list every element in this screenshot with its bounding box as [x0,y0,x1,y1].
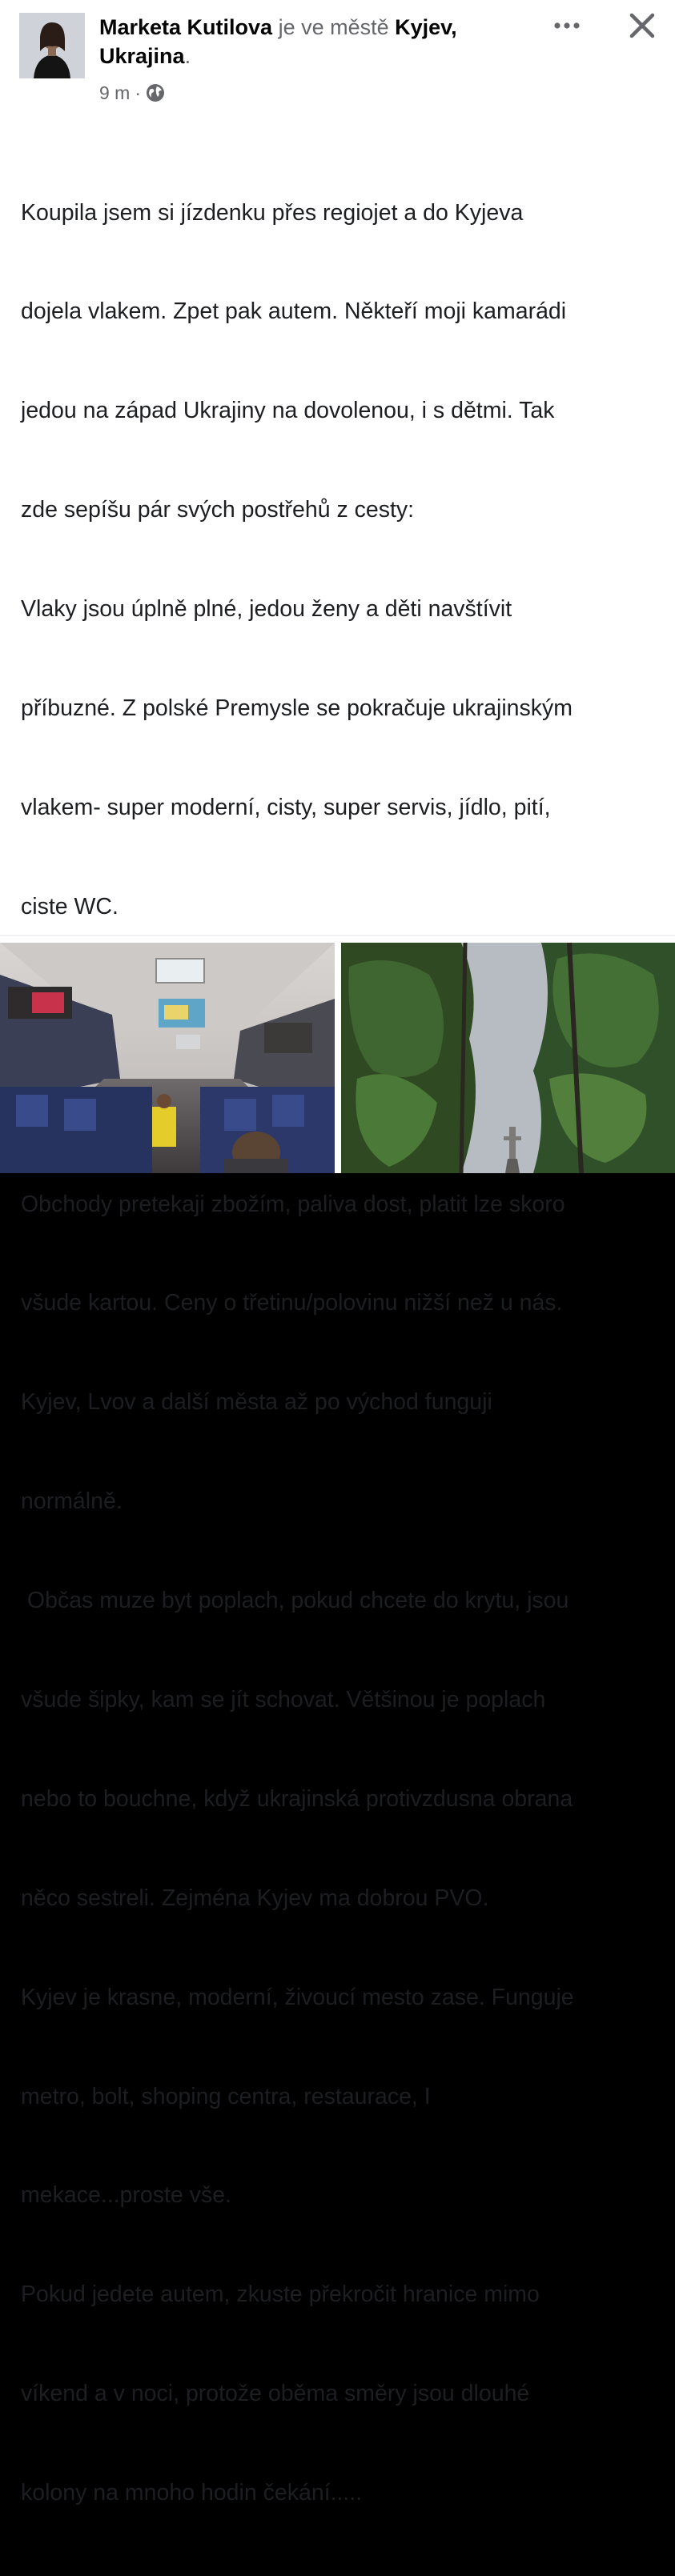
post-text-line: Kyjev je krasne, moderní, živoucí mesto zase. Funguje [21,1984,574,2010]
post-text-line: nebo to bouchne, když ukrajinská protivzdusna obrana [21,1785,573,1812]
train-interior-photo[interactable] [0,943,335,1173]
post-text [21,130,661,2576]
post-text-line: dojela vlakem. Zpet pak autem. Někteří moji kamarádi [21,298,567,325]
trees-and-monument-photo[interactable] [341,943,675,1173]
post-text-line: Vlaky jsou úplně plné, jedou ženy a děti navštívit [21,596,512,623]
post-text-line: všude kartou. Ceny o třetinu/polovinu nižší než u nás. [21,1290,563,1316]
post-text-line: normálně. [21,1488,123,1515]
post-text-line: ciste WC. [21,893,119,919]
post-text-line: vlakem- super moderní, cisty, super servis, jídlo, pití, [21,794,551,820]
post-text-line: Občas muze byt poplach, pokud chcete do krytu, jsou [21,1588,569,1614]
location-name[interactable]: Kyjev, Ukrajina [99,15,457,68]
post-text-line: zde sepíšu pár svých postřehů z cesty: [21,497,415,523]
post-text-line: Koupila jsem si jízdenku přes regiojet a do Kyjeva [21,199,524,226]
post-text-line: Pokud jedete autem, zkuste překročit hranice mimo [21,2282,540,2308]
more-options-button[interactable] [548,11,586,40]
post-text-line: metro, bolt, shoping centra, restaurace, I [21,2083,431,2109]
post-text-line: jedou na západ Ukrajiny na dovolenou, i s dětmi. Tak [21,398,555,424]
post-text-line: Obchody pretekaji zbožím, paliva dost, platit lze skoro [21,1191,565,1217]
close-button[interactable] [625,8,660,43]
post-text-line: kolony na mnoho hodin čekání..... [21,2480,363,2506]
post-text-line: všude šipky, kam se jít schovat. Většinou je poplach [21,1686,546,1713]
post-text-line: něco sestreli. Zejména Kyjev ma dobrou PVO. [21,1885,489,1911]
globe-icon [146,83,165,102]
location-suffix: . [184,44,191,68]
meta-separator: · [135,82,142,103]
post-text-line: mekace...proste vše. [21,2182,231,2209]
post-header [0,0,675,112]
more-horizontal-icon [552,21,581,30]
post-meta [99,80,165,106]
bottom-bar [0,1173,675,1188]
post-text-line: příbuzné. Z polské Premysle se pokračuje ukrajinským [21,695,573,722]
post-text-line: víkend a v noci, protože oběma směry jsou dlouhé [21,2381,530,2407]
close-icon [629,12,656,39]
avatar[interactable] [19,13,85,78]
trees-image [341,943,675,1173]
photo-gap [335,943,341,1173]
location-prefix: je ve městě [272,15,396,39]
content-divider [0,935,675,936]
avatar-image [19,13,85,78]
train-interior-image [0,943,335,1173]
post-timestamp[interactable]: 9 m [99,82,131,103]
post-text-line: Kyjev, Lvov a další města až po východ funguji [21,1389,492,1416]
author-name[interactable]: Marketa Kutilova [99,15,273,39]
author-line [99,13,532,70]
